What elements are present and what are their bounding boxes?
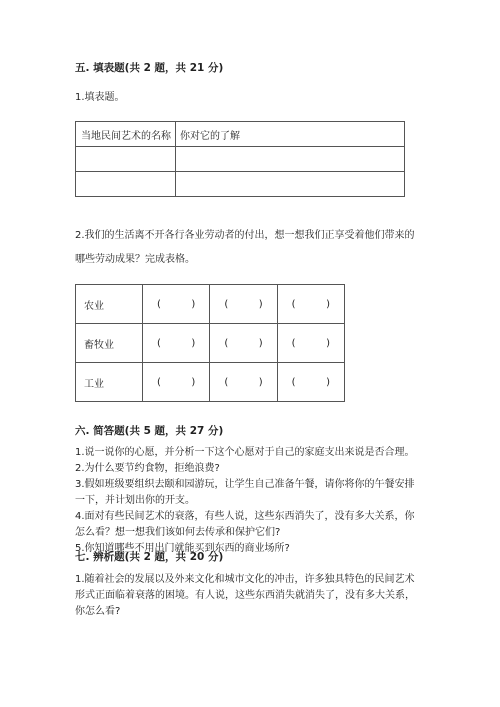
section6-line: 5.你知道哪些不用出门就能买到东西的商业场所? <box>75 543 290 554</box>
section6-line: 2.为什么要节约食物，拒绝浪费? <box>75 463 220 474</box>
section7-line: 形式正面临着衰落的困境。有人说，这些东西消失就消失了，没有多大关系， <box>75 590 415 601</box>
table1-header-desc: 你对它的了解 <box>176 122 405 147</box>
labor-results-table <box>75 284 345 402</box>
table1-cell[interactable] <box>76 172 176 197</box>
table1-cell[interactable] <box>76 147 176 172</box>
answer-cell[interactable]: ( ) <box>210 285 277 324</box>
section7-line: 1.随着社会的发展以及外来文化和城市文化的冲击，许多独具特色的民间艺术 <box>75 574 415 585</box>
section5-question2-line1: 2.我们的生活离不开各行各业劳动者的付出，想一想我们正享受着他们带来的 <box>75 230 415 241</box>
table1-header-name: 当地民间艺术的名称 <box>76 122 176 147</box>
answer-cell[interactable]: ( ) <box>143 324 210 363</box>
answer-cell[interactable]: ( ) <box>277 285 344 324</box>
table1-cell[interactable] <box>176 172 405 197</box>
section6-line: 4.面对有些民间艺术的衰落，有些人说，这些东西消失了，没有多大关系，你 <box>75 511 415 522</box>
table-row <box>76 324 345 363</box>
section6-line: 一下，并计划出你的开支。 <box>75 495 195 506</box>
answer-cell[interactable]: ( ) <box>277 363 344 402</box>
section5-question2-line2: 哪些劳动成果？完成表格。 <box>75 254 195 265</box>
section5-question1: 1.填表题。 <box>75 92 125 103</box>
table-row <box>76 285 345 324</box>
section6-title: 六. 简答题(共 5 题，共 27 分) <box>75 425 224 437</box>
section6-line: 1.说一说你的心愿，并分析一下这个心愿对于自己的家庭支出来说是否合理。 <box>75 447 415 458</box>
section5-title: 五. 填表题(共 2 题，共 21 分) <box>75 62 224 74</box>
answer-cell[interactable]: ( ) <box>143 285 210 324</box>
answer-cell[interactable]: ( ) <box>143 363 210 402</box>
row-label-industry: 工业 <box>76 363 143 402</box>
answer-cell[interactable]: ( ) <box>210 363 277 402</box>
section7-title: 七. 辨析题(共 2 题，共 20 分) <box>75 551 224 563</box>
answer-cell[interactable]: ( ) <box>210 324 277 363</box>
section6-line: 3.假如班级要组织去颐和园游玩，让学生自己准备午餐，请你将你的午餐安排 <box>75 479 415 490</box>
folk-art-table <box>75 121 405 197</box>
row-label-agriculture: 农业 <box>76 285 143 324</box>
table-row <box>76 363 345 402</box>
section7-line: 你怎么看? <box>75 606 121 617</box>
row-label-animal-husbandry: 畜牧业 <box>76 324 143 363</box>
answer-cell[interactable]: ( ) <box>277 324 344 363</box>
table1-cell[interactable] <box>176 147 405 172</box>
section6-line: 怎么看？想一想我们该如何去传承和保护它们? <box>75 527 281 538</box>
